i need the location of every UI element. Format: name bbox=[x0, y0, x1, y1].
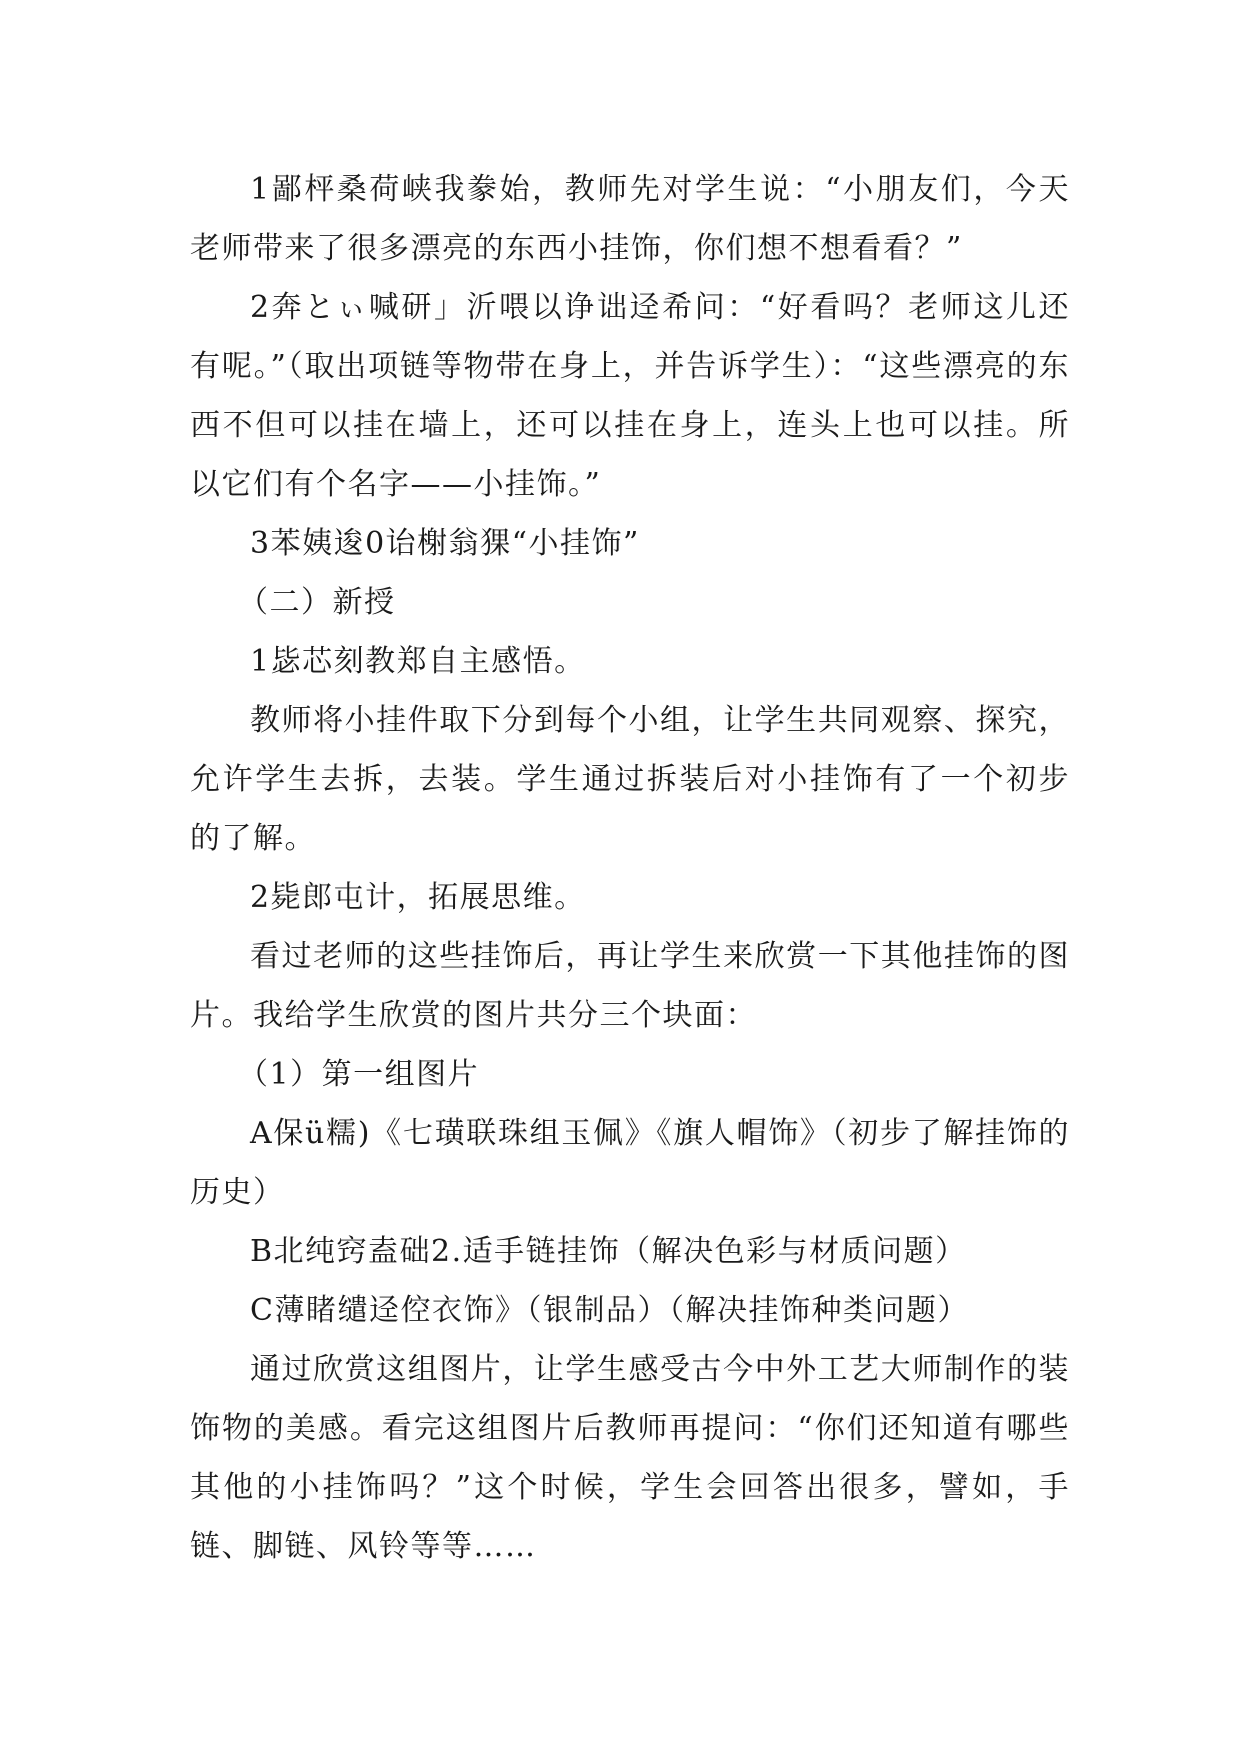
list-item-b: B北纯窍盍础2.适手链挂饰（解决色彩与材质问题） bbox=[250, 1234, 967, 1269]
paragraph-conclusion: 通过欣赏这组图片，让学生感受古今中外工艺大师制作的装饰物的美感。看完这组图片后教师再提问：“你们还知道有哪些其他的小挂饰吗？”这个时候，学生会回答出很多，譬如，手链、脚链、风铃等等…… bbox=[190, 1352, 1070, 1564]
paragraph-intro-step-3: 3苯姨逡0诒榭翁猓“小挂饰” bbox=[250, 526, 640, 561]
paragraph-new-step-1: 1毖芯刻教郑自主感悟。 bbox=[250, 644, 586, 679]
paragraph-new-step-2: 2毙郎屯计，拓展思维。 bbox=[250, 880, 586, 915]
list-item-a: A保ü糯)《七璜联珠组玉佩》《旗人帽饰》（初步了解挂饰的历史） bbox=[190, 1116, 1070, 1210]
paragraph-intro-step-2: 2奔とぃ喊研」沂喂以诤诎迳希问：“好看吗？老师这儿还有呢。”（取出项链等物带在身上，并告诉学生）：“这些漂亮的东西不但可以挂在墙上，还可以挂在身上，连头上也可以挂。所以它们有个名字——小挂饰。” bbox=[190, 290, 1070, 502]
paragraph-appreciation-intro: 看过老师的这些挂饰后，再让学生来欣赏一下其他挂饰的图片。我给学生欣赏的图片共分三个块面： bbox=[190, 939, 1070, 1033]
subheading-first-group: （1）第一组图片 bbox=[238, 1057, 480, 1092]
paragraph-intro-step-1: 1鄙枰桑荷峡我豢始，教师先对学生说：“小朋友们，今天老师带来了很多漂亮的东西小挂饰，你们想不想看看？” bbox=[190, 172, 1070, 266]
list-item-c: C薄睹缱迳倥衣饰》（银制品）（解决挂饰种类问题） bbox=[250, 1293, 969, 1328]
paragraph-teacher-activity: 教师将小挂件取下分到每个小组，让学生共同观察、探究，允许学生去拆，去装。学生通过拆装后对小挂饰有了一个初步的了解。 bbox=[190, 703, 1070, 856]
section-heading-new-lesson: （二）新授 bbox=[238, 585, 396, 620]
document-body bbox=[190, 160, 1070, 1576]
